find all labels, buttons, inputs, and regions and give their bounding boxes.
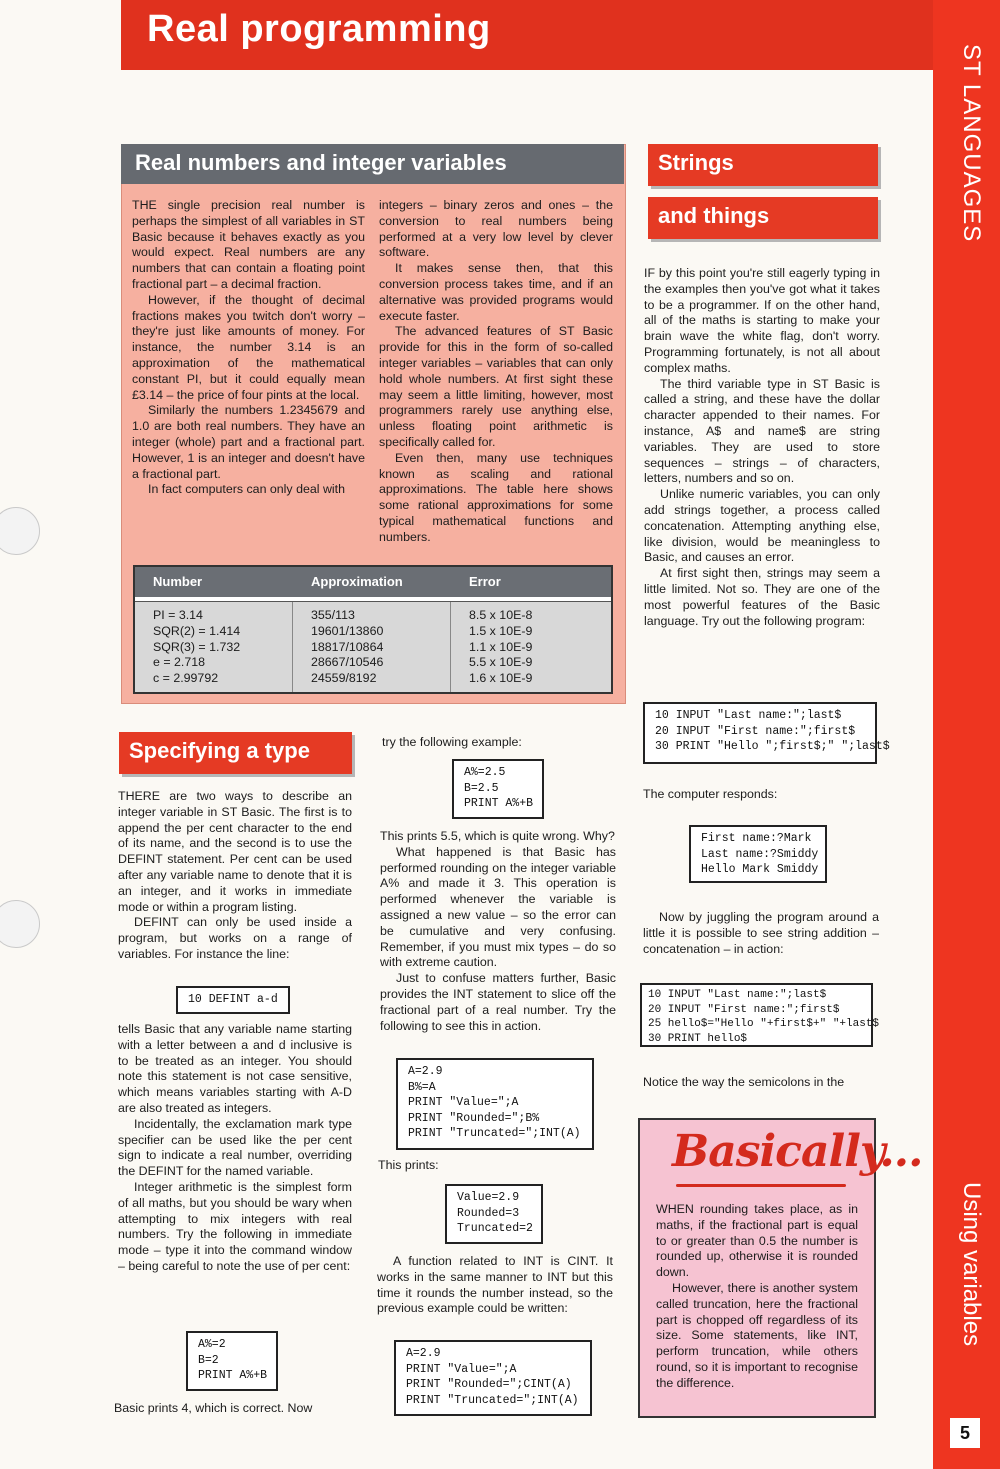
strings-body <box>644 266 880 629</box>
specifying-paragraph-3: Basic prints 4, which is correct. Now <box>114 1401 313 1415</box>
table-column-number <box>135 602 293 692</box>
paragraph: Unlike numeric variables, you can only add strings together, a process called concatenation. Attempting anything else, like division, would be meaningless to Basic, and causes an error. <box>644 487 880 565</box>
table-column-approximation <box>293 602 451 692</box>
table-cell: e = 2.718 <box>153 655 206 670</box>
basically-logo-underline <box>676 1184 846 1187</box>
table-cell: 355/113 <box>311 608 355 622</box>
strings-responds-text: The computer responds: <box>643 787 778 801</box>
strings-paragraph-3: Notice the way the semicolons in the <box>643 1075 845 1089</box>
strings-subheading <box>648 197 878 239</box>
paragraph: Incidentally, the exclamation mark type specifier can be used like the per cent sign to indicate a real number, overriding the DEFINT for the named variable. <box>118 1116 352 1179</box>
paragraph: integers – binary zeros and ones – the conversion to real numbers being performed at a very low level by clever software. <box>379 198 613 260</box>
strings-code-listing-1: 10 INPUT "Last name:";last$ 20 INPUT "First name:";first$ 30 PRINT "Hello ";first$;" ";last$ <box>643 702 877 764</box>
paragraph: The advanced features of ST Basic provide for this in the form of so-called integer variables – variables that can only hold whole numbers. At first sight these may seem a little limiting, however, most programmers rarely use anything else, unless floating point arithmetic is specifically called for. <box>379 324 613 449</box>
specifying-code-defint: 10 DEFINT a-d <box>176 986 290 1014</box>
paragraph: At first sight then, strings may seem a little limited. Not so. They are one of the most powerful features of the Basic language. Try out the following program: <box>644 566 880 628</box>
paragraph: tells Basic that any variable name starting with a letter between a and d inclusive is to be treated as an integer. You should note this statement is not case sensitive, which means variables starting with A-D are also treated as integers. <box>118 1022 352 1115</box>
specifying-heading-text: Specifying a type <box>129 738 310 763</box>
middle-prints-text: This prints: <box>378 1158 439 1172</box>
page-header <box>121 0 933 70</box>
paragraph: Similarly the numbers 1.2345679 and 1.0 are both real numbers. They have an integer (whole) part and a fractional part. However, 1 is an integer and doesn't have a fractional part. <box>132 403 365 481</box>
paragraph: A function related to INT is CINT. It works in the same manner to INT but this time it rounds the number instead, so the previous example could be written: <box>377 1254 613 1316</box>
basically-note-box <box>638 1118 923 1418</box>
table-cell: SQR(3) = 1.732 <box>153 639 241 654</box>
middle-intro: try the following example: <box>382 735 522 749</box>
specifying-code-listing: A%=2 B=2 PRINT A%+B <box>186 1331 278 1391</box>
strings-output-1: First name:?Mark Last name:?Smiddy Hello Mark Smiddy <box>689 825 827 883</box>
paragraph: Integer arithmetic is the simplest form of all maths, but you should be wary when attempting to mix integers with real numbers. Try the following in immediate mode – type it into the command window – being careful to note the use of per cent: <box>118 1179 352 1273</box>
table-cell: PI = 3.14 <box>153 608 203 622</box>
paragraph: In fact computers can only deal with <box>148 482 345 497</box>
middle-code-listing-1: A%=2.5 B=2.5 PRINT A%+B <box>452 759 544 819</box>
specifying-body-2 <box>118 1022 352 1275</box>
middle-paragraph-2 <box>377 1254 613 1317</box>
paragraph: This prints 5.5, which is quite wrong. Why? <box>380 829 615 843</box>
table-cell: 28667/10546 <box>311 655 384 670</box>
table-body <box>135 601 611 692</box>
basically-text <box>656 1202 858 1392</box>
paragraph: However, if the thought of decimal fractions makes you twitch don't worry – they're just like amounts of money. For instance, the number 3.14 is an approximation of the mathematical constant PI, but it could equally mean £3.14 – the price of four pints at the local. <box>132 292 365 402</box>
strings-subheading-text: and things <box>658 203 770 228</box>
real-numbers-heading <box>121 144 624 184</box>
basically-logo: Basically... <box>672 1126 923 1177</box>
paragraph: Now by juggling the program around a little it is possible to see string addition – concatenation – in action: <box>643 910 879 956</box>
table-cell: 1.1 x 10E-9 <box>469 639 533 654</box>
page-number: 5 <box>950 1418 980 1448</box>
paragraph: Just to confuse matters further, Basic provides the INT statement to slice off the fractional part of a real number. Try the following to see this in action. <box>380 971 616 1033</box>
page-title: Real programming <box>147 8 491 50</box>
paragraph: What happened is that Basic has performed rounding on the integer variable A% and made it 3. This operation is performed whenever the variable is assigned a new value – so the error can be cumulative and very confusing. Remember, if you must mix types – do so with extreme caution. <box>380 844 616 970</box>
middle-body-1 <box>380 829 616 1034</box>
table-cell: 1.5 x 10E-9 <box>469 623 533 638</box>
real-numbers-heading-text: Real numbers and integer variables <box>135 150 507 175</box>
strings-paragraph-2 <box>643 910 879 957</box>
specifying-body-1 <box>118 789 352 963</box>
binder-hole-2 <box>0 900 40 948</box>
middle-code-listing-2: A=2.9 B%=A PRINT "Value=";A PRINT "Rounded=";B% PRINT "Truncated=";INT(A) <box>396 1058 594 1150</box>
table-header-number: Number <box>153 574 203 589</box>
topic-label: Using variables <box>958 1182 985 1347</box>
strings-heading <box>648 144 878 186</box>
paragraph: However, there is another system called truncation, here the fractional part is chopped off regardless of its size. Some statements, like INT, perform truncation, while others round, so it is important to recognise the difference. <box>656 1280 858 1390</box>
real-numbers-col1 <box>132 198 365 498</box>
paragraph: THE single precision real number is perhaps the simplest of all variables in ST Basic because it behaves exactly as you would expect. Real numbers are any numbers that can contain a floating point fractional part – a decimal fraction. <box>132 198 365 291</box>
middle-code-listing-3: A=2.9 PRINT "Value=";A PRINT "Rounded=";CINT(A) PRINT "Truncated=";INT(A) <box>394 1340 592 1416</box>
table-header-error: Error <box>469 574 501 589</box>
table-cell: 8.5 x 10E-8 <box>469 608 533 622</box>
table-cell: 18817/10864 <box>311 639 384 654</box>
paragraph: IF by this point you're still eagerly typing in the examples then you've got what it takes to be a programmer. If on the other hand, all of the maths is starting to make your brain wave the white flag, don't worry. Programming fortunately, is not all about complex maths. <box>644 266 880 375</box>
table-header-approximation: Approximation <box>311 574 403 589</box>
specifying-heading <box>119 732 352 774</box>
section-label: ST LANGUAGES <box>958 44 985 243</box>
table-column-error <box>451 602 607 692</box>
paragraph: Even then, many use techniques known as scaling and rational approximations. The table here shows some rational approximations for some typical mathematical functions and numbers. <box>379 450 613 544</box>
section-sidebar <box>933 0 1000 1469</box>
table-cell: 24559/8192 <box>311 671 377 686</box>
table-cell: 1.6 x 10E-9 <box>469 671 533 686</box>
paragraph: The third variable type in ST Basic is called a string, and these have the dollar character appended to their names. For instance, A$ and name$ are string variables. They are used to store sequences – strings – of characters, letters, numbers and so on. <box>644 376 880 486</box>
middle-output: Value=2.9 Rounded=3 Truncated=2 <box>445 1184 543 1244</box>
strings-code-listing-2: 10 INPUT "Last name:";last$ 20 INPUT "First name:";first$ 25 hello$="Hello "+first$+" "+last$ 30 PRINT hello$ <box>640 983 873 1047</box>
table-cell: c = 2.99792 <box>153 671 219 686</box>
paragraph: WHEN rounding takes place, as in maths, if the fractional part is equal to or greater than 0.5 the number is rounded up, otherwise it is rounded down. <box>656 1202 858 1280</box>
table-header-row <box>135 567 611 597</box>
table-cell: SQR(2) = 1.414 <box>153 623 241 638</box>
real-numbers-col2 <box>379 198 613 546</box>
strings-heading-text: Strings <box>658 150 734 175</box>
table-cell: 5.5 x 10E-9 <box>469 655 533 670</box>
paragraph: DEFINT can only be used inside a program, but works on a range of variables. For instance the line: <box>118 915 352 961</box>
binder-hole-1 <box>0 507 40 555</box>
table-cell: 19601/13860 <box>311 623 384 638</box>
paragraph: It makes sense then, that this conversion process takes time, and if an alternative was provided programs would execute faster. <box>379 261 613 323</box>
approximation-table <box>133 565 613 694</box>
paragraph: THERE are two ways to describe an integer variable in ST Basic. The first is to append the per cent character to the end of its name, and the second is to use the DEFINT statement. Per cent can be used after any variable name to denote that it is an integer, and it works in immediate mode or within a program listing. <box>118 789 352 914</box>
